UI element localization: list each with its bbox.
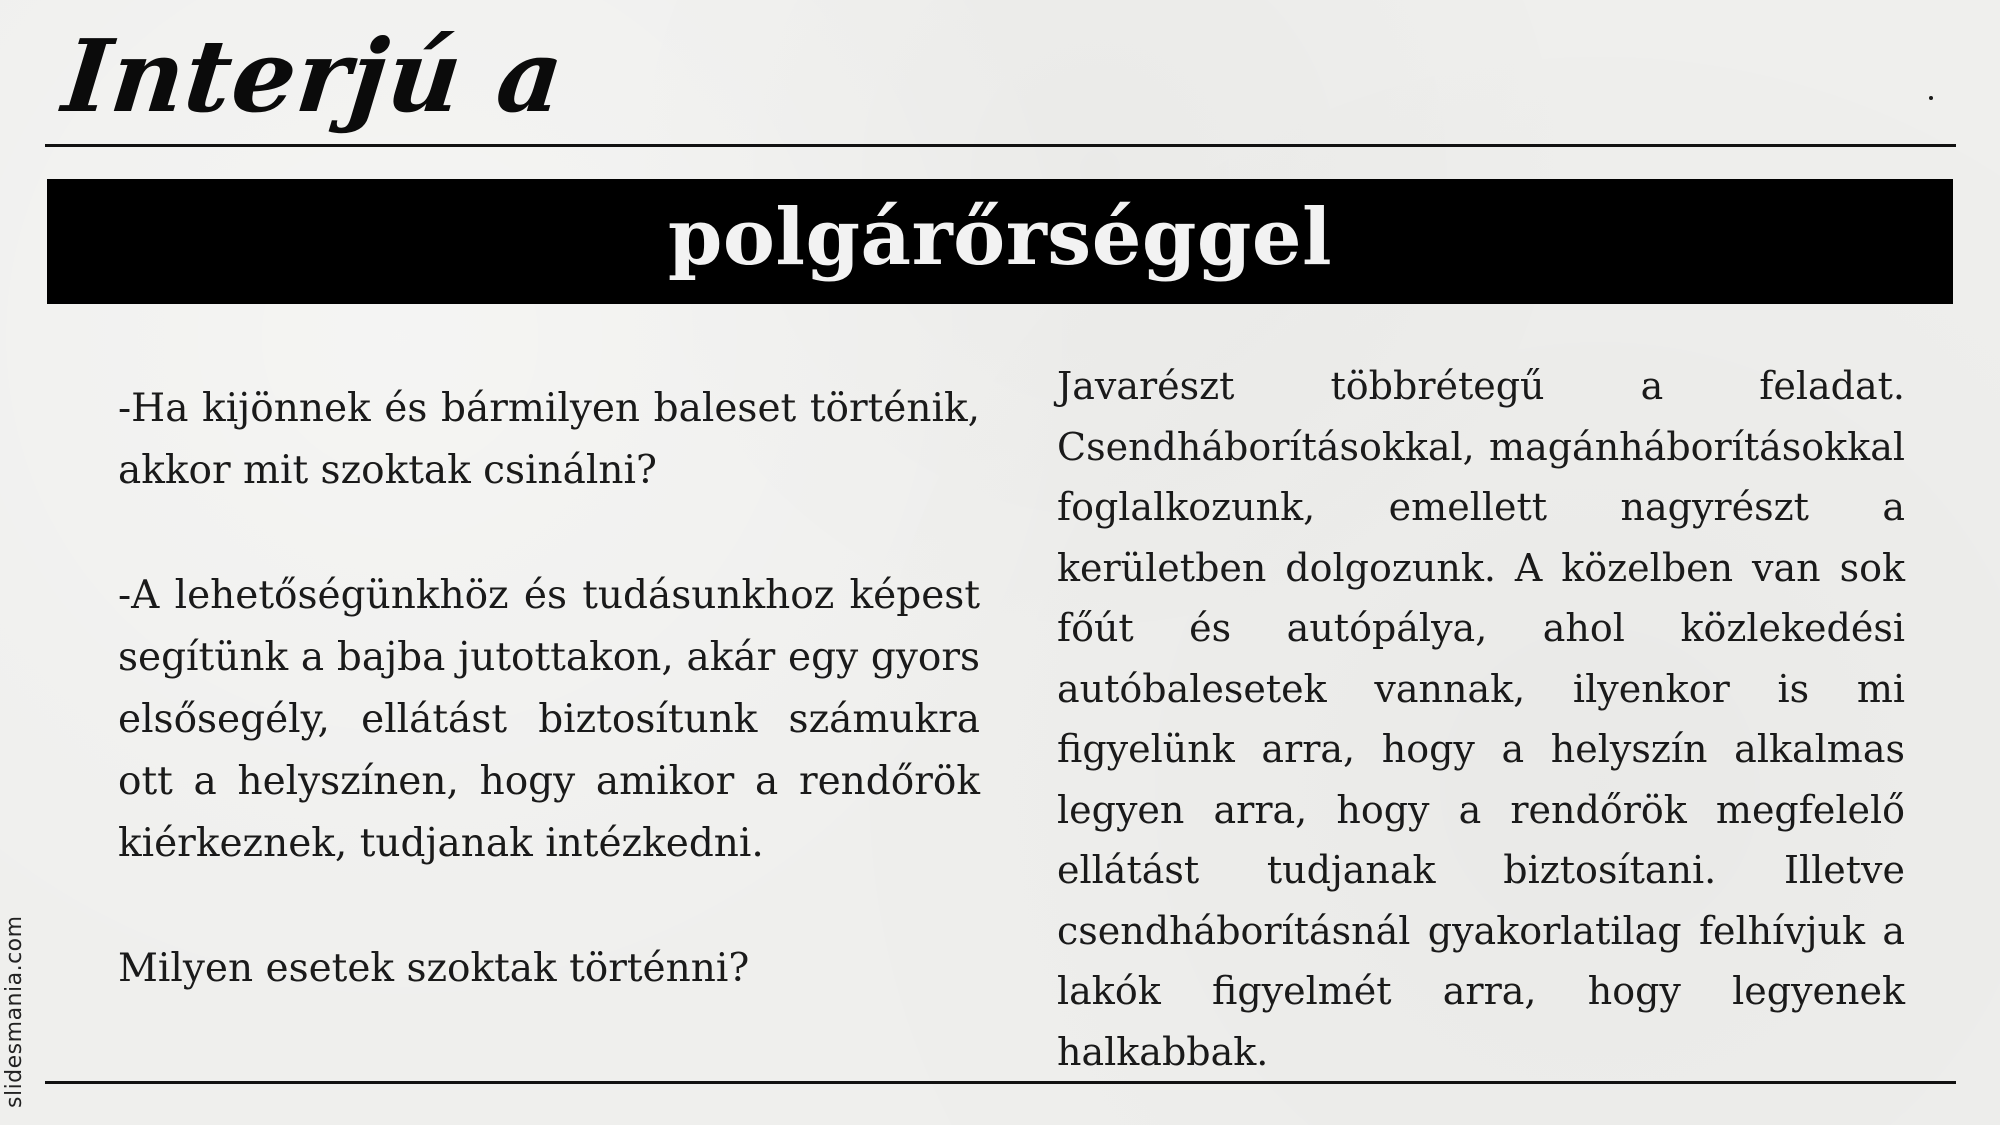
right-text-column bbox=[1057, 356, 1905, 1082]
question-2: Milyen esetek szoktak történni? bbox=[118, 946, 750, 991]
left-text-column bbox=[118, 378, 980, 1000]
side-credit: slidesmania.com bbox=[2, 915, 27, 1108]
answer-1: -A lehetőségünkhöz és tudásunkhoz képest segítünk a bajba jutottakon, akár egy gyors elsősegély, ellátást biztosítunk számukra ott a helyszínen, hogy amikor a rendőrök kiérkeznek, tudjanak intézkedni. bbox=[118, 573, 980, 866]
top-divider bbox=[45, 144, 1956, 147]
decorative-dot bbox=[1929, 96, 1933, 100]
answer-2: Javarészt többrétegű a feladat. Csendháborításokkal, magánháborításokkal foglalkozunk, emellett nagyrészt a kerületben dolgozunk. A közelben van sok főút és autópálya, ahol közlekedési autóbalesetek vannak, ilyenkor is mi figyelünk arra, hogy a helyszín alkalmas legyen arra, hogy a rendőrök megfelelő ellátást tudjanak biztosítani. Illetve csendháborításnál gyakorlatilag felhívjuk a lakók figyelmét arra, hogy legyenek halkabbak. bbox=[1057, 364, 1905, 1074]
bottom-divider bbox=[45, 1081, 1956, 1084]
slide-title-script: Interjú a bbox=[57, 17, 570, 135]
title-bar bbox=[47, 179, 1953, 304]
paragraph-gap bbox=[118, 502, 980, 565]
paragraph-gap bbox=[118, 875, 980, 938]
title-bar-text: polgárőrséggel bbox=[667, 192, 1333, 283]
question-1: -Ha kijönnek és bármilyen baleset történik, akkor mit szoktak csinálni? bbox=[118, 386, 980, 493]
